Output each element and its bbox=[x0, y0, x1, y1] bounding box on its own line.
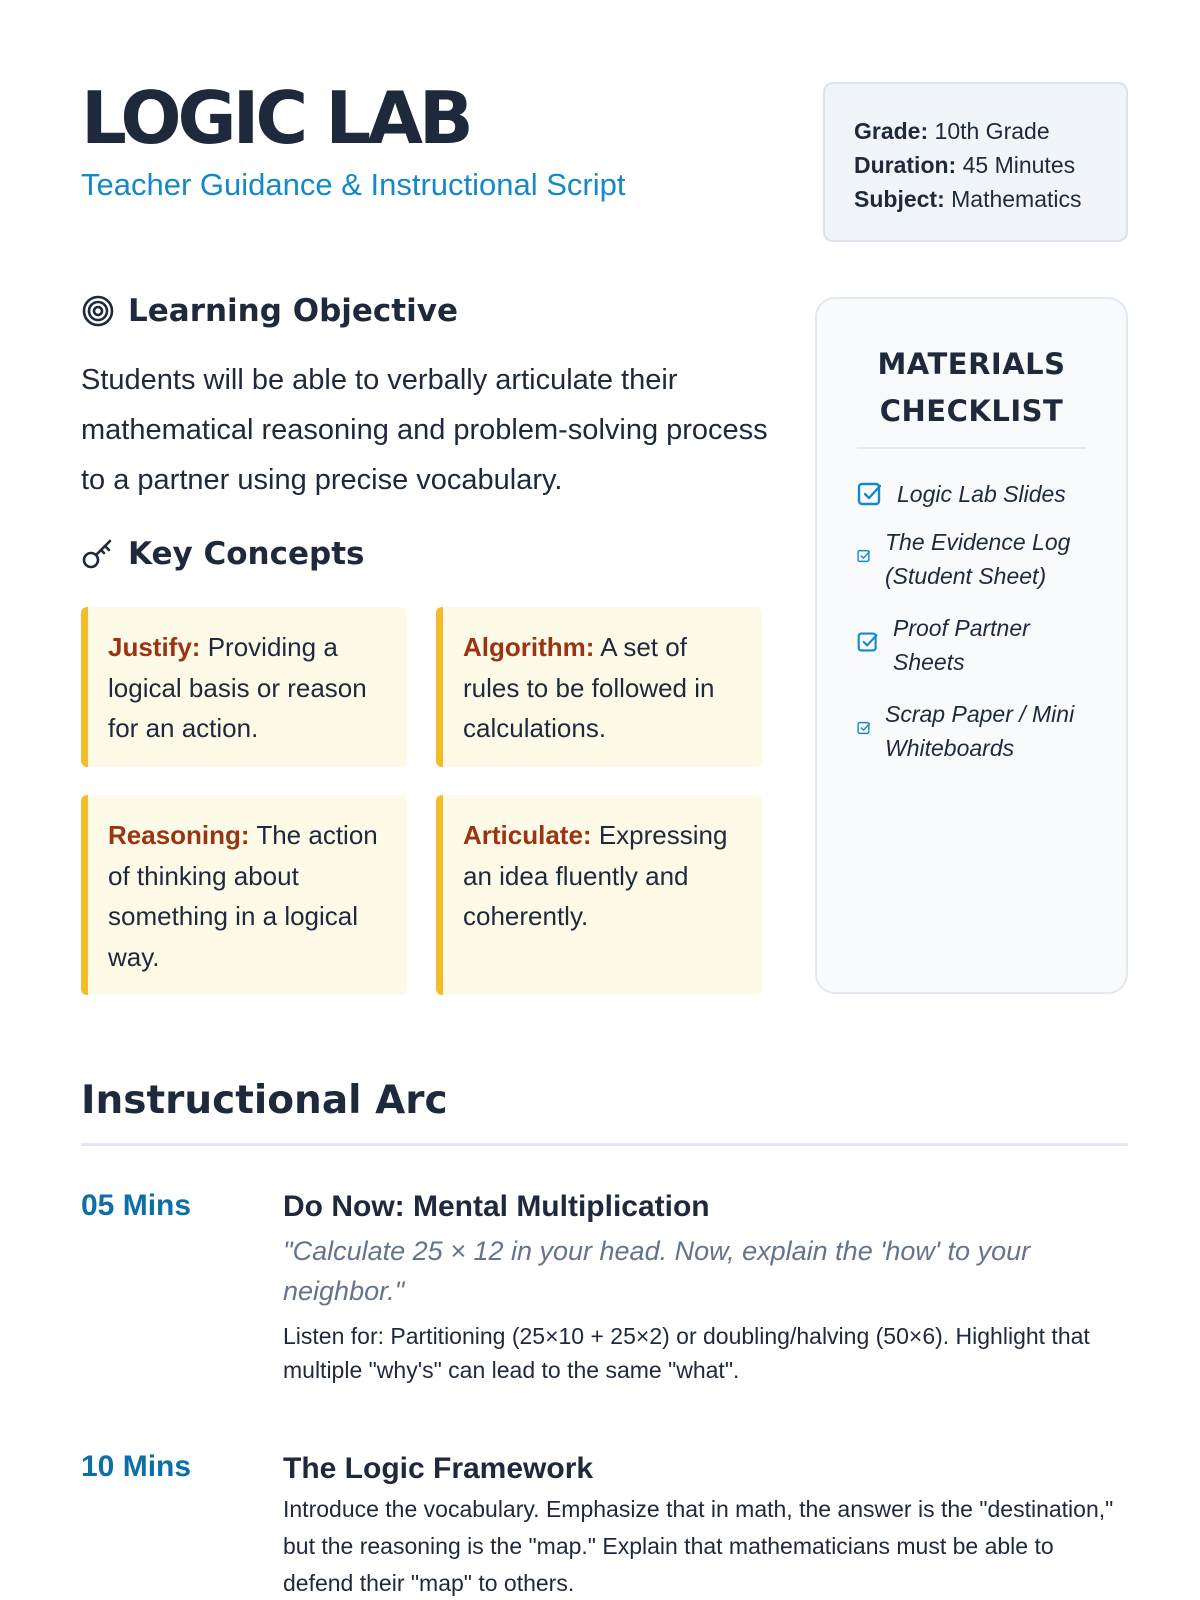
page-title: LOGIC LAB bbox=[81, 76, 470, 160]
step-time: 10 Mins bbox=[81, 1450, 192, 1483]
objective-text: Students will be able to verbally articulate their mathematical reasoning and problem-solving process to a partner using precise vocabulary. bbox=[81, 364, 768, 496]
concepts-heading: Key Concepts bbox=[81, 536, 364, 572]
step-title: The Logic Framework bbox=[283, 1452, 594, 1485]
concept-term: Justify: bbox=[108, 632, 201, 662]
checkbox-checked-icon bbox=[857, 549, 871, 563]
material-label: Proof Partner Sheets bbox=[893, 615, 1030, 675]
objective-heading: Learning Objective bbox=[81, 293, 458, 329]
materials-heading: MATERIALS CHECKLIST bbox=[877, 347, 1066, 428]
material-label: Logic Lab Slides bbox=[897, 481, 1066, 507]
material-label: Scrap Paper / Mini Whiteboards bbox=[885, 701, 1075, 761]
concept-term: Algorithm: bbox=[463, 632, 595, 662]
concept-term: Articulate: bbox=[463, 820, 592, 850]
material-label: The Evidence Log (Student Sheet) bbox=[885, 529, 1071, 589]
material-item bbox=[857, 525, 1097, 593]
step-note: Listen for: Partitioning (25×10 + 25×2) or doubling/halving (50×6). Highlight that multiple "why's" can lead to the same "what". bbox=[283, 1323, 1090, 1383]
materials-checklist bbox=[815, 297, 1128, 994]
concept-card-reasoning bbox=[81, 795, 407, 995]
arc-heading: Instructional Arc bbox=[81, 1078, 448, 1123]
page-subtitle: Teacher Guidance & Instructional Script bbox=[81, 167, 626, 202]
step-time: 05 Mins bbox=[81, 1189, 192, 1222]
lesson-plan-page bbox=[81, 0, 1128, 1600]
meta-subject: Subject: Mathematics bbox=[854, 186, 1082, 212]
concept-definition: A set of rules to be followed in calculations. bbox=[463, 632, 715, 743]
materials-divider bbox=[857, 447, 1086, 449]
material-item bbox=[857, 477, 1066, 511]
concept-definition: The action of thinking about something in a logical way. bbox=[108, 820, 378, 972]
checkbox-checked-icon bbox=[857, 721, 871, 735]
arc-step bbox=[283, 1449, 1128, 1600]
concept-card-articulate bbox=[436, 795, 762, 995]
step-note: Introduce the vocabulary. Emphasize that in math, the answer is the "destination," but the reasoning is the "map." Explain that mathematicians must be able to defend their "map" to others. bbox=[283, 1496, 1114, 1596]
arc-divider bbox=[81, 1143, 1128, 1146]
target-icon bbox=[81, 294, 115, 328]
concept-definition: Expressing an idea fluently and coherently. bbox=[463, 820, 728, 931]
lesson-meta-box bbox=[823, 82, 1128, 242]
step-title: Do Now: Mental Multiplication bbox=[283, 1190, 710, 1223]
arc-step bbox=[283, 1187, 1128, 1387]
material-item bbox=[857, 611, 1097, 679]
checkbox-checked-icon bbox=[857, 631, 879, 653]
concept-definition: Providing a logical basis or reason for an action. bbox=[108, 632, 367, 743]
meta-duration: Duration: 45 Minutes bbox=[854, 152, 1076, 178]
material-item bbox=[857, 697, 1097, 765]
concept-card-justify bbox=[81, 607, 407, 767]
concept-card-algorithm bbox=[436, 607, 762, 767]
step-quote: "Calculate 25 × 12 in your head. Now, explain the 'how' to your neighbor." bbox=[283, 1236, 1031, 1306]
concept-term: Reasoning: bbox=[108, 820, 250, 850]
checkbox-checked-icon bbox=[857, 481, 883, 507]
key-icon bbox=[81, 537, 115, 571]
meta-grade: Grade: 10th Grade bbox=[854, 118, 1050, 144]
